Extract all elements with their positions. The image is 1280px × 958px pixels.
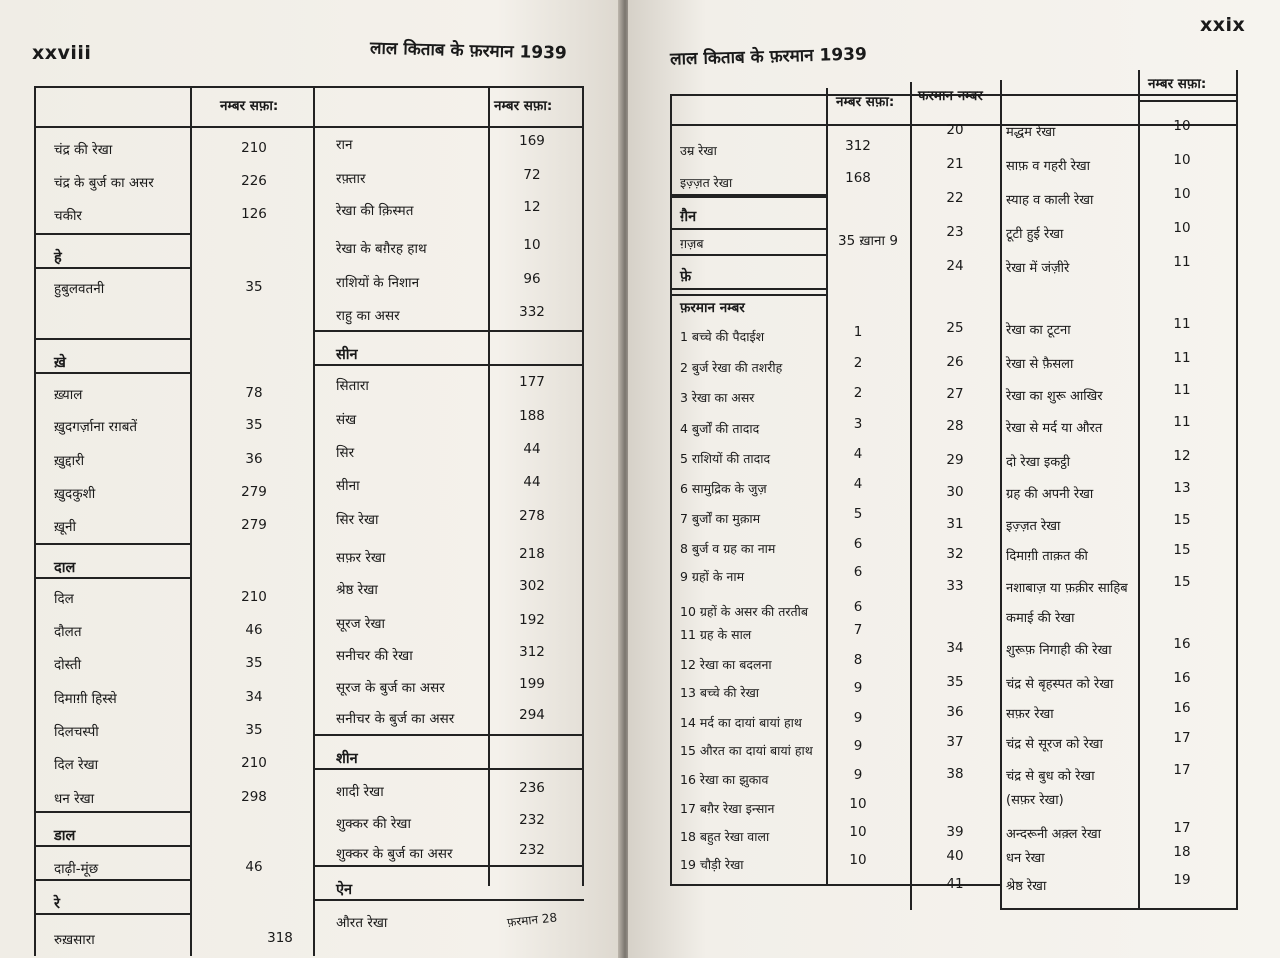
rule-line xyxy=(670,254,826,256)
page-number-value: 46 xyxy=(245,859,263,875)
index-entry: उम्र रेखा xyxy=(680,143,717,158)
index-entry: चंद्र से बृहस्पत को रेखा xyxy=(1006,677,1114,692)
rule-line xyxy=(313,364,584,366)
page-number: xxviii xyxy=(32,42,92,64)
index-entry: दिल xyxy=(54,591,74,607)
page-number-value: 35 xyxy=(245,655,263,671)
farman-number: 28 xyxy=(946,418,964,434)
farman-number: 35 xyxy=(946,674,964,690)
farman-number: 41 xyxy=(946,876,964,892)
index-entry: टूटी हुई रेखा xyxy=(1006,227,1064,242)
page-number-value: 294 xyxy=(519,707,545,723)
index-entry: 10 ग्रहों के असर की तरतीब xyxy=(680,604,808,619)
page-number-value: 5 xyxy=(853,506,863,522)
index-entry: सूरज रेखा xyxy=(336,616,386,632)
right-page xyxy=(628,0,1280,958)
index-entry: 14 मर्द का दायां बायां हाथ xyxy=(680,715,802,730)
page-number-value: 10 xyxy=(1173,118,1191,134)
index-entry: 3 रेखा का असर xyxy=(680,390,755,405)
page-number-value: 36 xyxy=(245,451,263,467)
rule-line xyxy=(34,811,192,813)
section-heading: दाल xyxy=(54,560,76,576)
index-entry: 2 बुर्ज रेखा की तशरीह xyxy=(680,360,783,375)
page-number-value: 169 xyxy=(519,133,545,149)
index-entry: 16 रेखा का झुकाव xyxy=(680,772,769,787)
index-entry: दिल रेखा xyxy=(54,757,99,773)
farman-number: 27 xyxy=(946,386,964,402)
index-entry: सिर xyxy=(336,445,355,461)
section-heading: हे xyxy=(54,250,62,266)
index-entry: हुबुलवतनी xyxy=(54,281,105,297)
farman-number: 31 xyxy=(946,516,964,532)
page-number-value: 2 xyxy=(853,385,863,401)
index-entry: 4 बुर्जों की तादाद xyxy=(680,421,760,436)
page-number-value: 44 xyxy=(523,441,541,457)
rule-line xyxy=(670,288,826,290)
page-number: xxix xyxy=(1200,14,1246,36)
farman-number: 30 xyxy=(946,484,964,500)
page-number-value: 177 xyxy=(519,374,545,390)
page-number-value: 3 xyxy=(853,416,863,432)
rule-line xyxy=(313,899,584,901)
rule-line xyxy=(34,845,192,847)
index-entry: ख़्याल xyxy=(54,387,83,403)
page-number-value: 15 xyxy=(1173,542,1191,558)
page-number-value: 35 xyxy=(245,722,263,738)
index-entry: रेखा की क़िस्मत xyxy=(336,203,414,219)
page-number-value: 332 xyxy=(519,304,545,320)
farman-number: 25 xyxy=(946,320,964,336)
index-entry: ख़ुदगर्ज़ाना रग़बतें xyxy=(54,419,138,435)
index-entry: 9 ग्रहों के नाम xyxy=(680,569,745,584)
page-number-value: 10 xyxy=(849,852,867,868)
page-number-value: 10 xyxy=(849,796,867,812)
page-number-value: 9 xyxy=(853,710,863,726)
index-entry: दो रेखा इकट्ठी xyxy=(1006,455,1070,470)
column-header: नम्बर सफ़ा: xyxy=(494,98,553,114)
page-number-value: 298 xyxy=(241,789,267,805)
farman-number: 36 xyxy=(946,704,964,720)
rule-line xyxy=(313,768,584,770)
rule-line xyxy=(582,86,584,886)
index-entry: दाढ़ी-मूंछ xyxy=(54,861,99,877)
farman-number: 33 xyxy=(946,578,964,594)
page-number-value: 312 xyxy=(519,644,545,660)
section-heading: सीन xyxy=(336,347,358,363)
index-entry: सफ़र रेखा xyxy=(336,550,386,566)
rule-line xyxy=(34,372,192,374)
rule-line xyxy=(313,330,584,332)
index-entry: राहु का असर xyxy=(336,308,400,324)
farman-number: 20 xyxy=(946,122,964,138)
page-number-value: 35 xyxy=(245,279,263,295)
index-entry: इज़्ज़त रेखा xyxy=(1006,519,1061,534)
section-heading: ख़े xyxy=(54,355,66,371)
page-number-value: 11 xyxy=(1173,382,1191,398)
left-page xyxy=(0,0,622,958)
rule-line xyxy=(1138,100,1236,102)
page-number-value: 6 xyxy=(853,536,863,552)
index-entry: मद्धम रेखा xyxy=(1006,125,1056,140)
index-entry: रान xyxy=(336,137,353,153)
index-entry: दौलत xyxy=(54,624,82,640)
index-entry: शुक्कर की रेखा xyxy=(336,816,411,832)
page-number-value: 16 xyxy=(1173,636,1191,652)
page-number-value: 35 xyxy=(245,417,263,433)
rule-line xyxy=(190,236,192,956)
page-number-value: 18 xyxy=(1173,844,1191,860)
rule-line xyxy=(670,294,826,296)
column-header: नम्बर सफ़ा: xyxy=(220,98,279,114)
page-number-value: 9 xyxy=(853,767,863,783)
index-entry: रेखा से फ़ैसला xyxy=(1006,357,1074,372)
running-head: लाल किताब के फ़रमान 1939 xyxy=(369,38,568,64)
page-number-value: 17 xyxy=(1173,820,1191,836)
rule-line xyxy=(670,94,672,886)
index-entry: संख xyxy=(336,412,357,428)
index-entry: सूरज के बुर्ज का असर xyxy=(336,680,445,696)
page-number-value: 1 xyxy=(853,324,863,340)
index-entry: ख़ुदकुशी xyxy=(54,486,96,502)
index-entry: ख़ूनी xyxy=(54,519,77,535)
rule-line xyxy=(34,913,192,915)
page-number-value: 10 xyxy=(1173,186,1191,202)
farman-number: 22 xyxy=(946,190,964,206)
page-number-value: 168 xyxy=(845,170,871,186)
index-entry: 18 बहुत रेखा वाला xyxy=(680,829,770,844)
page-number-value: 199 xyxy=(519,676,545,692)
rule-line xyxy=(1000,80,1002,910)
index-entry: (सफ़र रेखा) xyxy=(1006,793,1064,808)
index-entry: रेखा का टूटना xyxy=(1006,323,1071,338)
page-number-value: 318 xyxy=(267,930,293,946)
index-entry: ग्रह की अपनी रेखा xyxy=(1006,487,1094,502)
rule-line xyxy=(34,233,192,235)
page-number-value: 10 xyxy=(849,824,867,840)
page-number-value: 10 xyxy=(1173,152,1191,168)
page-number-value: 210 xyxy=(241,755,267,771)
index-entry: 13 बच्चे की रेखा xyxy=(680,685,760,700)
page-number-value: 16 xyxy=(1173,700,1191,716)
farman-number: 34 xyxy=(946,640,964,656)
index-entry: 15 औरत का दायां बायां हाथ xyxy=(680,743,813,758)
running-head: लाल किताब के फ़रमान 1939 xyxy=(669,44,868,70)
index-entry: शुक्कर के बुर्ज का असर xyxy=(336,846,453,862)
rule-line xyxy=(670,884,826,886)
farman-number: 40 xyxy=(946,848,964,864)
rule-line xyxy=(313,734,584,736)
page-number-value: फ़रमान 28 xyxy=(506,910,558,930)
page-number-value: 6 xyxy=(853,599,863,615)
rule-line xyxy=(190,86,192,236)
index-entry: सीना xyxy=(336,478,360,494)
farman-number: 21 xyxy=(946,156,964,172)
page-number-value: 226 xyxy=(241,173,267,189)
index-entry: दिमाग़ी हिस्से xyxy=(54,691,117,707)
page-number-value: 46 xyxy=(245,622,263,638)
index-entry: सिर रेखा xyxy=(336,512,379,528)
index-entry: रेखा का शुरू आखिर xyxy=(1006,389,1103,404)
page-number-value: 11 xyxy=(1173,414,1191,430)
rule-line xyxy=(670,228,826,230)
column-header: फरमान नम्बर xyxy=(918,88,983,104)
page-number-value: 34 xyxy=(245,689,263,705)
section-heading: फ़े xyxy=(680,269,692,285)
index-entry: 7 बुर्जों का मुक़ाम xyxy=(680,511,761,526)
farman-number: 32 xyxy=(946,546,964,562)
page-number-value: 278 xyxy=(519,508,545,524)
index-entry: रुख़सारा xyxy=(54,932,95,948)
farman-number: 29 xyxy=(946,452,964,468)
index-entry: 6 सामुद्रिक के जुज़ xyxy=(680,481,767,496)
index-entry: साफ़ व गहरी रेखा xyxy=(1006,159,1091,174)
page-number-value: 15 xyxy=(1173,574,1191,590)
page-number-value: 312 xyxy=(845,138,871,154)
index-entry: श्रेष्ठ रेखा xyxy=(1006,879,1047,894)
column-header: नम्बर सफ़ा: xyxy=(1148,76,1207,92)
index-entry: 5 राशियों की तादाद xyxy=(680,451,771,466)
page-number-value: 4 xyxy=(853,476,863,492)
index-entry: रेखा के बग़ैरह हाथ xyxy=(336,241,427,257)
page-number-value: 11 xyxy=(1173,254,1191,270)
index-entry: इज़्ज़त रेखा xyxy=(680,175,733,190)
index-entry: रफ़्तार xyxy=(336,171,366,187)
rule-line xyxy=(34,126,584,128)
page-number-value: 279 xyxy=(241,484,267,500)
index-entry: सनीचर के बुर्ज का असर xyxy=(336,711,455,727)
index-entry: कमाई की रेखा xyxy=(1006,611,1075,626)
page-number-value: 11 xyxy=(1173,316,1191,332)
index-entry: चकीर xyxy=(54,208,82,224)
index-entry: चंद्र से बुध को रेखा xyxy=(1006,769,1095,784)
page-number-value: 236 xyxy=(519,780,545,796)
rule-line xyxy=(34,86,36,956)
page-number-value: 126 xyxy=(241,206,267,222)
rule-line xyxy=(1138,70,1140,910)
rule-line xyxy=(488,86,490,886)
index-entry: 12 रेखा का बदलना xyxy=(680,657,772,672)
page-number-value: 11 xyxy=(1173,350,1191,366)
rule-line xyxy=(313,86,315,956)
page-number-value: 35 ख़ाना 9 xyxy=(838,233,898,249)
rule-line xyxy=(34,543,192,545)
page-number-value: 218 xyxy=(519,546,545,562)
farman-number: 39 xyxy=(946,824,964,840)
page-number-value: 192 xyxy=(519,612,545,628)
index-entry: शादी रेखा xyxy=(336,784,384,800)
rule-line xyxy=(313,865,584,867)
farman-number: 26 xyxy=(946,354,964,370)
index-entry: सनीचर की रेखा xyxy=(336,648,413,664)
page-number-value: 210 xyxy=(241,140,267,156)
index-entry: धन रेखा xyxy=(1006,851,1045,866)
section-heading: ग़ैन xyxy=(680,209,697,225)
page-number-value: 12 xyxy=(523,199,541,215)
page-number-value: 9 xyxy=(853,738,863,754)
page-number-value: 13 xyxy=(1173,480,1191,496)
rule-line xyxy=(670,196,826,198)
page-number-value: 279 xyxy=(241,517,267,533)
index-entry: श्रेष्ठ रेखा xyxy=(336,582,378,598)
index-entry: धन रेखा xyxy=(54,791,95,807)
index-entry: 8 बुर्ज व ग्रह का नाम xyxy=(680,541,776,556)
index-entry: शुरूफ़ निगाही की रेखा xyxy=(1006,643,1112,658)
index-entry: 11 ग्रह के साल xyxy=(680,627,752,642)
index-entry: औरत रेखा xyxy=(336,915,388,931)
index-entry: दोस्ती xyxy=(54,657,82,673)
rule-line xyxy=(34,86,584,88)
page-number-value: 7 xyxy=(853,622,863,638)
rule-line xyxy=(1000,908,1238,910)
page-number-value: 15 xyxy=(1173,512,1191,528)
index-entry: सितारा xyxy=(336,378,369,394)
rule-line xyxy=(1236,70,1238,910)
page-number-value: 19 xyxy=(1173,872,1191,888)
page-number-value: 6 xyxy=(853,564,863,580)
index-entry: ख़ुद्दारी xyxy=(54,453,85,469)
index-entry: 17 बग़ैर रेखा इन्सान xyxy=(680,801,775,816)
section-heading: डाल xyxy=(54,828,76,844)
index-entry: स्याह व काली रेखा xyxy=(1006,193,1094,208)
index-entry: 1 बच्चे की पैदाईश xyxy=(680,329,765,344)
column-header: नम्बर सफ़ा: xyxy=(836,94,895,110)
farman-number: 38 xyxy=(946,766,964,782)
page-number-value: 10 xyxy=(523,237,541,253)
index-entry: रेखा में जंज़ीरे xyxy=(1006,261,1070,276)
index-entry: दिलचस्पी xyxy=(54,724,99,740)
index-entry: रेखा से मर्द या औरत xyxy=(1006,421,1103,436)
index-entry: दिमाग़ी ताक़त की xyxy=(1006,549,1088,564)
page-number-value: 2 xyxy=(853,355,863,371)
index-entry: राशियों के निशान xyxy=(336,275,420,291)
page-number-value: 232 xyxy=(519,842,545,858)
page-number-value: 44 xyxy=(523,474,541,490)
index-entry: चंद्र से सूरज को रेखा xyxy=(1006,737,1103,752)
page-number-value: 4 xyxy=(853,446,863,462)
farman-number: 23 xyxy=(946,224,964,240)
farman-number: 24 xyxy=(946,258,964,274)
index-entry: 19 चौड़ी रेखा xyxy=(680,857,744,872)
index-entry: सफ़र रेखा xyxy=(1006,707,1054,722)
rule-line xyxy=(34,338,192,340)
page-number-value: 17 xyxy=(1173,730,1191,746)
page-number-value: 232 xyxy=(519,812,545,828)
section-subheading: फ़रमान नम्बर xyxy=(680,300,745,316)
page-number-value: 17 xyxy=(1173,762,1191,778)
index-entry: ग़ज़ब xyxy=(680,236,704,251)
rule-line xyxy=(34,879,192,881)
page-number-value: 8 xyxy=(853,652,863,668)
page-number-value: 10 xyxy=(1173,220,1191,236)
rule-line xyxy=(34,267,192,269)
page-number-value: 78 xyxy=(245,385,263,401)
index-entry: चंद्र के बुर्ज का असर xyxy=(54,175,154,191)
page-number-value: 302 xyxy=(519,578,545,594)
page-number-value: 16 xyxy=(1173,670,1191,686)
section-heading: ऐन xyxy=(336,882,353,898)
page-number-value: 72 xyxy=(523,167,541,183)
section-heading: रे xyxy=(54,896,60,912)
index-entry: अन्दरूनी अक़्ल रेखा xyxy=(1006,827,1101,842)
farman-number: 37 xyxy=(946,734,964,750)
page-number-value: 9 xyxy=(853,680,863,696)
index-entry: नशाबाज़ या फ़क़ीर साहिब xyxy=(1006,581,1128,596)
page-number-value: 96 xyxy=(523,271,541,287)
rule-line xyxy=(34,577,192,579)
page-number-value: 12 xyxy=(1173,448,1191,464)
section-heading: शीन xyxy=(336,751,358,767)
page-number-value: 188 xyxy=(519,408,545,424)
index-entry: चंद्र की रेखा xyxy=(54,142,113,158)
page-number-value: 210 xyxy=(241,589,267,605)
